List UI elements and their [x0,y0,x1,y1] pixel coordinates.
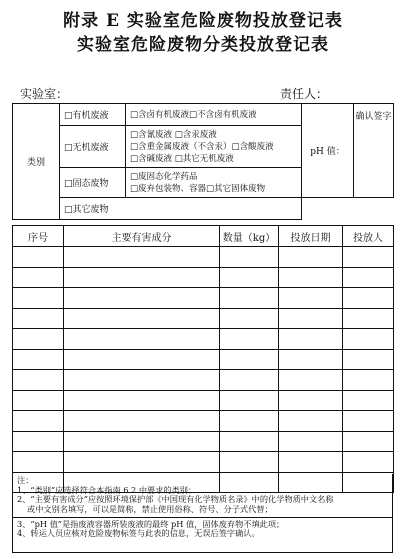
table-row [13,308,394,329]
table-cell[interactable] [343,370,394,391]
table-cell[interactable] [13,431,64,452]
table-cell[interactable] [279,329,343,350]
table-cell[interactable] [13,452,64,473]
table-cell[interactable] [64,329,220,350]
table-cell[interactable] [64,267,220,288]
table-cell[interactable] [343,329,394,350]
option-text[interactable]: □含氰废液 □含汞废液 [130,129,217,140]
table-cell[interactable] [343,431,394,452]
option-text[interactable]: □废固态化学药品 [130,171,198,182]
table-cell[interactable] [220,329,279,350]
table-cell[interactable] [343,349,394,370]
table-cell[interactable] [64,452,220,473]
table-row [13,247,394,268]
table-cell[interactable] [279,411,343,432]
note-item: 或中文别名填写，可以是简称，禁止使用俗称、符号、分子式代替； [27,503,273,514]
col-header-quantity: 数量（kg） [220,226,279,247]
ph-value-label: pH 值： [302,104,354,198]
note-item: 4、转运人员应核对危险废物标签与此表的信息，无误后签字确认。 [17,528,260,539]
col-header-date: 投放日期 [279,226,343,247]
table-cell[interactable] [220,452,279,473]
col-header-serial: 序号 [13,226,64,247]
table-cell[interactable] [13,349,64,370]
table-cell[interactable] [279,267,343,288]
table-row [13,370,394,391]
table-row [13,390,394,411]
table-cell[interactable] [279,247,343,268]
table-cell[interactable] [220,308,279,329]
table-row [13,452,394,473]
notes-box [12,474,393,518]
table-cell[interactable] [13,329,64,350]
table-row [13,411,394,432]
table-cell[interactable] [343,267,394,288]
notes-box-continued [12,518,393,553]
table-cell[interactable] [64,288,220,309]
table-cell[interactable] [343,411,394,432]
inorganic-waste-options[interactable] [126,126,302,168]
table-cell[interactable] [64,349,220,370]
table-cell[interactable] [220,288,279,309]
solid-waste-options[interactable] [126,168,302,198]
notes-heading: 注： [17,475,34,485]
table-cell[interactable] [64,411,220,432]
table-cell[interactable] [279,349,343,370]
other-waste-blank [302,198,394,220]
organic-waste-options[interactable] [126,104,302,126]
registration-table [12,225,393,493]
document-subtitle: 实验室危险废物分类投放登记表 [77,35,329,55]
lab-field-label: 实验室： [20,87,69,101]
table-cell[interactable] [279,431,343,452]
table-row [13,288,394,309]
other-waste-checkbox[interactable]: □其它废物 [60,198,302,220]
table-row [13,267,394,288]
table-cell[interactable] [343,452,394,473]
table-cell[interactable] [13,390,64,411]
table-cell[interactable] [220,349,279,370]
table-cell[interactable] [13,370,64,391]
table-cell[interactable] [13,288,64,309]
option-text[interactable]: □含重金属废液（不含汞）□含酸废液 [130,141,274,152]
person-in-charge-label: 责任人： [280,87,329,101]
table-cell[interactable] [220,267,279,288]
option-text[interactable]: □废弃包装物、容器□其它固体废物 [130,183,266,194]
inorganic-waste-checkbox[interactable]: □无机废液 [60,126,126,168]
note-item: 1、“类别”应选择符合本指南 6.2 中要求的类别； [17,484,197,495]
table-cell[interactable] [64,431,220,452]
table-cell[interactable] [13,267,64,288]
table-cell[interactable] [279,288,343,309]
table-row [13,431,394,452]
organic-waste-checkbox[interactable]: □有机废液 [60,104,126,126]
table-row [13,349,394,370]
table-cell[interactable] [220,390,279,411]
option-text[interactable]: □含卤有机废液□不含卤有机废液 [130,109,257,120]
table-cell[interactable] [13,247,64,268]
table-cell[interactable] [64,390,220,411]
note-item: 3、“pH 值”是指废液容器所装废液的最终 pH 值，固体废弃物不填此项； [17,519,285,529]
table-cell[interactable] [13,411,64,432]
table-cell[interactable] [279,452,343,473]
col-header-hazardous-component: 主要有害成分 [64,226,220,247]
solid-waste-checkbox[interactable]: □固态废物 [60,168,126,198]
table-cell[interactable] [13,308,64,329]
document-title: 附录 E 实验室危险废物投放登记表 [63,11,343,31]
table-cell[interactable] [343,308,394,329]
option-text[interactable]: □含碱废液 □其它无机废液 [130,153,234,164]
table-cell[interactable] [220,247,279,268]
table-cell[interactable] [220,431,279,452]
col-header-depositor: 投放人 [343,226,394,247]
category-section [12,103,393,220]
table-cell[interactable] [64,370,220,391]
table-cell[interactable] [64,247,220,268]
table-cell[interactable] [343,288,394,309]
table-cell[interactable] [279,370,343,391]
table-cell[interactable] [343,247,394,268]
table-cell[interactable] [343,390,394,411]
table-cell[interactable] [220,411,279,432]
note-item: 2、“主要有害成分”应按照环境保护部《中国现有化学物质名录》中的化学物质中文名称 [17,494,334,504]
table-cell[interactable] [64,308,220,329]
table-cell[interactable] [279,308,343,329]
table-row [13,329,394,350]
table-cell[interactable] [279,390,343,411]
confirm-signature-label: 确认签字 [354,104,394,198]
table-cell[interactable] [220,370,279,391]
category-label: 类别 [13,104,60,220]
